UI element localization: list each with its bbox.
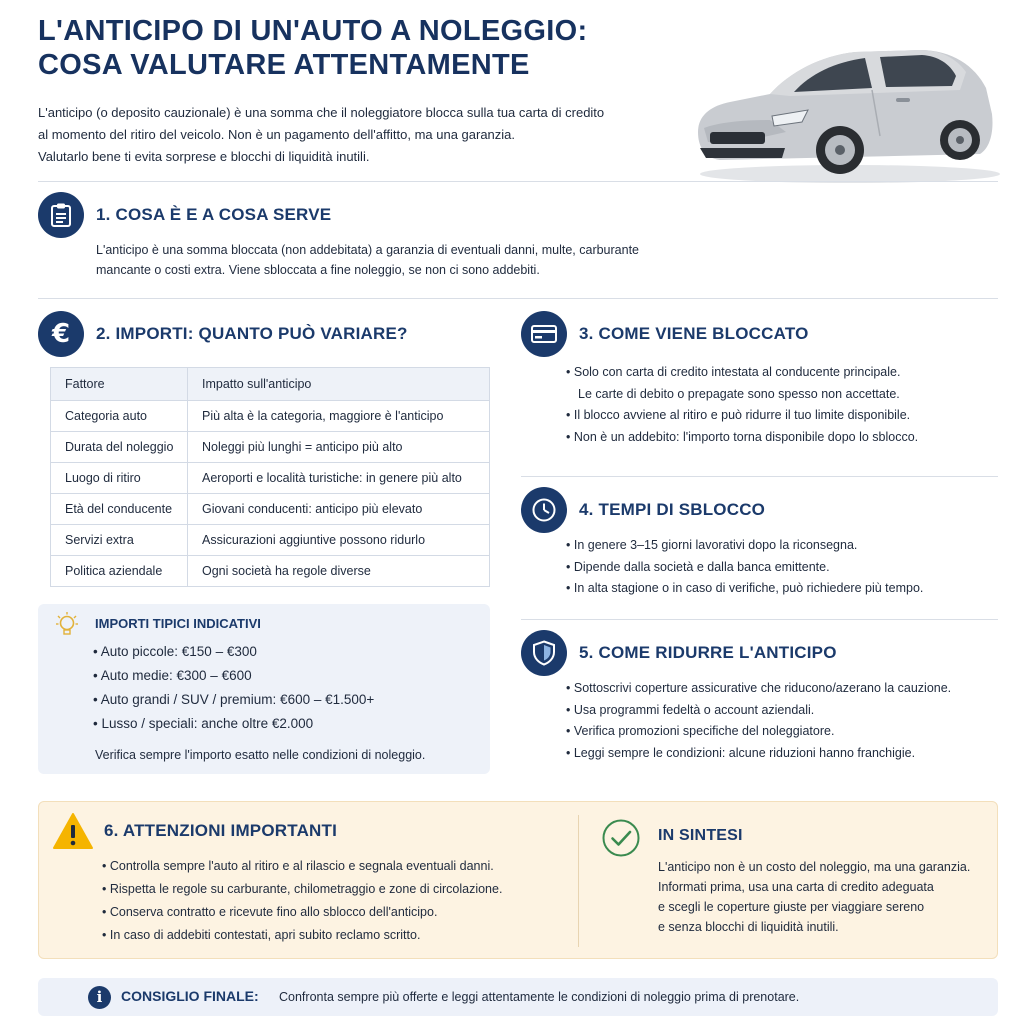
list-item: • Dipende dalla società e dalla banca emittente. <box>566 559 830 574</box>
list-item-text: Auto piccole: €150 – €300 <box>100 644 257 659</box>
list-item: • Non è un addebito: l'importo torna disponibile dopo lo sblocco. <box>566 429 919 444</box>
list-item-text: Rispetta le regole su carburante, chilometraggio e zone di circolazione. <box>109 882 503 896</box>
section-6-title: 6. ATTENZIONI IMPORTANTI <box>104 821 338 840</box>
table-cell: Noleggi più lunghi = anticipo più alto <box>188 432 490 463</box>
list-item-text: Non è un addebito: l'importo torna disponibile dopo lo sblocco. <box>573 429 919 444</box>
list-item: • Il blocco avviene al ritiro e può ridurre il tuo limite disponibile. <box>566 408 911 422</box>
summary-text <box>658 857 970 937</box>
divider <box>521 476 998 477</box>
list-item-text: Solo con carta di credito intestata al conducente principale. <box>573 365 901 379</box>
clipboard-icon <box>38 192 84 238</box>
credit-card-icon <box>521 311 567 357</box>
list-item-text: Usa programmi fedeltà o account aziendali. <box>573 702 815 717</box>
list-item: • Lusso / speciali: anche oltre €2.000 <box>93 716 314 731</box>
list-item-text: Auto grandi / SUV / premium: €600 – €1.500+ <box>100 692 375 707</box>
table-cell: Ogni società ha regole diverse <box>188 556 490 587</box>
section-4-list <box>566 535 923 600</box>
list-item: • Auto grandi / SUV / premium: €600 – €1.500+ <box>93 692 375 707</box>
clock-icon <box>521 487 567 533</box>
list-item: • Rispetta le regole su carburante, chilometraggio e zone di circolazione. <box>102 882 503 896</box>
list-item-text: Lusso / speciali: anche oltre €2.000 <box>101 716 314 731</box>
warning-icon <box>52 812 94 850</box>
intro-line: L'anticipo (o deposito cauzionale) è una somma che il noleggiatore blocca sulla tua carta di credito <box>38 105 605 120</box>
list-item: • Auto medie: €300 – €600 <box>93 668 252 683</box>
table-cell: Categoria auto <box>51 401 188 432</box>
typical-amounts-title: IMPORTI TIPICI INDICATIVI <box>95 616 261 631</box>
list-item-text: Conserva contratto e ricevute fino allo sblocco dell'anticipo. <box>109 905 438 919</box>
table-header: Impatto sull'anticipo <box>188 368 490 401</box>
final-tip-text: Confronta sempre più offerte e leggi attentamente le condizioni di noleggio prima di prenotare. <box>279 990 800 1004</box>
shield-icon <box>521 630 567 676</box>
list-item-text: Il blocco avviene al ritiro e può ridurre il tuo limite disponibile. <box>573 408 911 422</box>
car-image <box>690 36 1000 186</box>
divider <box>578 815 579 947</box>
list-item-text: Dipende dalla società e dalla banca emittente. <box>573 559 830 574</box>
table-cell: Luogo di ritiro <box>51 463 188 494</box>
section-3-title: 3. COME VIENE BLOCCATO <box>579 324 809 343</box>
intro-paragraph <box>38 102 678 168</box>
list-item-text: Controlla sempre l'auto al ritiro e al rilascio e segnala eventuali danni. <box>109 859 494 873</box>
table-row <box>51 556 490 587</box>
table-row <box>51 401 490 432</box>
table-cell: Assicurazioni aggiuntive possono ridurlo <box>188 525 490 556</box>
table-cell: Politica aziendale <box>51 556 188 587</box>
table-row <box>51 432 490 463</box>
list-item: • Usa programmi fedeltà o account aziendali. <box>566 702 815 717</box>
list-item: • Verifica promozioni specifiche del noleggiatore. <box>566 724 835 738</box>
typical-amounts-list <box>93 640 374 736</box>
list-item: • Sottoscrivi coperture assicurative che riducono/azerano la cauzione. <box>566 681 952 695</box>
list-item: • Conserva contratto e ricevute fino allo sblocco dell'anticipo. <box>102 905 438 919</box>
list-item-text: In caso di addebiti contestati, apri subito reclamo scritto. <box>109 928 421 942</box>
table-row <box>51 525 490 556</box>
check-circle-icon <box>601 818 641 858</box>
typical-amounts-note: Verifica sempre l'importo esatto nelle condizioni di noleggio. <box>95 748 426 762</box>
table-cell: Durata del noleggio <box>51 432 188 463</box>
list-item: • In genere 3–15 giorni lavorativi dopo la riconsegna. <box>566 538 858 552</box>
list-item-text: Verifica promozioni specifiche del noleggiatore. <box>573 724 835 738</box>
lightbulb-icon <box>56 612 78 638</box>
text-line: mancante o costi extra. Viene sbloccata a fine noleggio, se non ci sono addebiti. <box>96 263 540 277</box>
list-item-text: In genere 3–15 giorni lavorativi dopo la riconsegna. <box>573 538 858 552</box>
list-item-text: Sottoscrivi coperture assicurative che riducono/azerano la cauzione. <box>573 681 952 695</box>
final-tip-label: CONSIGLIO FINALE: <box>121 988 259 1004</box>
section-6-list <box>102 855 502 947</box>
table-header-row <box>51 368 490 401</box>
list-item-text: Le carte di debito o prepagate sono spesso non accettate. <box>578 386 900 401</box>
title-line-1: L'ANTICIPO DI UN'AUTO A NOLEGGIO: <box>38 15 588 47</box>
euro-icon: € <box>38 311 84 357</box>
list-item-text: In alta stagione o in caso di verifiche, può richiedere più tempo. <box>573 581 924 595</box>
table-cell: Aeroporti e località turistiche: in genere più alto <box>188 463 490 494</box>
section-5-title: 5. COME RIDURRE L'ANTICIPO <box>579 643 837 662</box>
section-3-list <box>566 362 918 448</box>
list-item: • In caso di addebiti contestati, apri subito reclamo scritto. <box>102 928 421 942</box>
table-header: Fattore <box>51 368 188 401</box>
divider <box>38 181 998 182</box>
summary-title: IN SINTESI <box>658 827 743 844</box>
section-1-title: 1. COSA È E A COSA SERVE <box>96 205 332 224</box>
list-item <box>566 384 918 406</box>
page-title <box>38 14 658 82</box>
table-cell: Più alta è la categoria, maggiore è l'anticipo <box>188 401 490 432</box>
factors-table <box>50 367 490 587</box>
text-line: Informati prima, usa una carta di credito adeguata <box>658 880 934 894</box>
section-4-title: 4. TEMPI DI SBLOCCO <box>579 500 766 519</box>
list-item-text: Leggi sempre le condizioni: alcune riduzioni hanno franchigie. <box>573 745 916 760</box>
list-item: • In alta stagione o in caso di verifiche, può richiedere più tempo. <box>566 581 924 595</box>
section-1-text <box>96 240 639 280</box>
text-line: e scegli le coperture giuste per viaggiare sereno <box>658 900 925 914</box>
table-cell: Giovani conducenti: anticipo più elevato <box>188 494 490 525</box>
table-cell: Età del conducente <box>51 494 188 525</box>
list-item-text: Auto medie: €300 – €600 <box>100 668 252 683</box>
list-item: • Leggi sempre le condizioni: alcune riduzioni hanno franchigie. <box>566 745 916 760</box>
intro-line: Valutarlo bene ti evita sorprese e blocchi di liquidità inutili. <box>38 149 370 164</box>
divider <box>38 298 998 299</box>
text-line: e senza blocchi di liquidità inutili. <box>658 920 839 934</box>
list-item: • Auto piccole: €150 – €300 <box>93 644 257 659</box>
section-5-list <box>566 678 951 764</box>
title-line-2: COSA VALUTARE ATTENTAMENTE <box>38 49 530 81</box>
table-row <box>51 463 490 494</box>
table-row <box>51 494 490 525</box>
divider <box>521 619 998 620</box>
list-item: • Controlla sempre l'auto al ritiro e al rilascio e segnala eventuali danni. <box>102 859 494 873</box>
list-item: • Solo con carta di credito intestata al conducente principale. <box>566 365 901 379</box>
section-2-title: 2. IMPORTI: QUANTO PUÒ VARIARE? <box>96 324 408 343</box>
text-line: L'anticipo è una somma bloccata (non addebitata) a garanzia di eventuali danni, multe, carburante <box>96 243 640 257</box>
table-cell: Servizi extra <box>51 525 188 556</box>
intro-line: al momento del ritiro del veicolo. Non è un pagamento dell'affitto, ma una garanzia. <box>38 127 516 142</box>
text-line: L'anticipo non è un costo del noleggio, ma una garanzia. <box>658 860 971 874</box>
info-icon: i <box>88 986 111 1009</box>
